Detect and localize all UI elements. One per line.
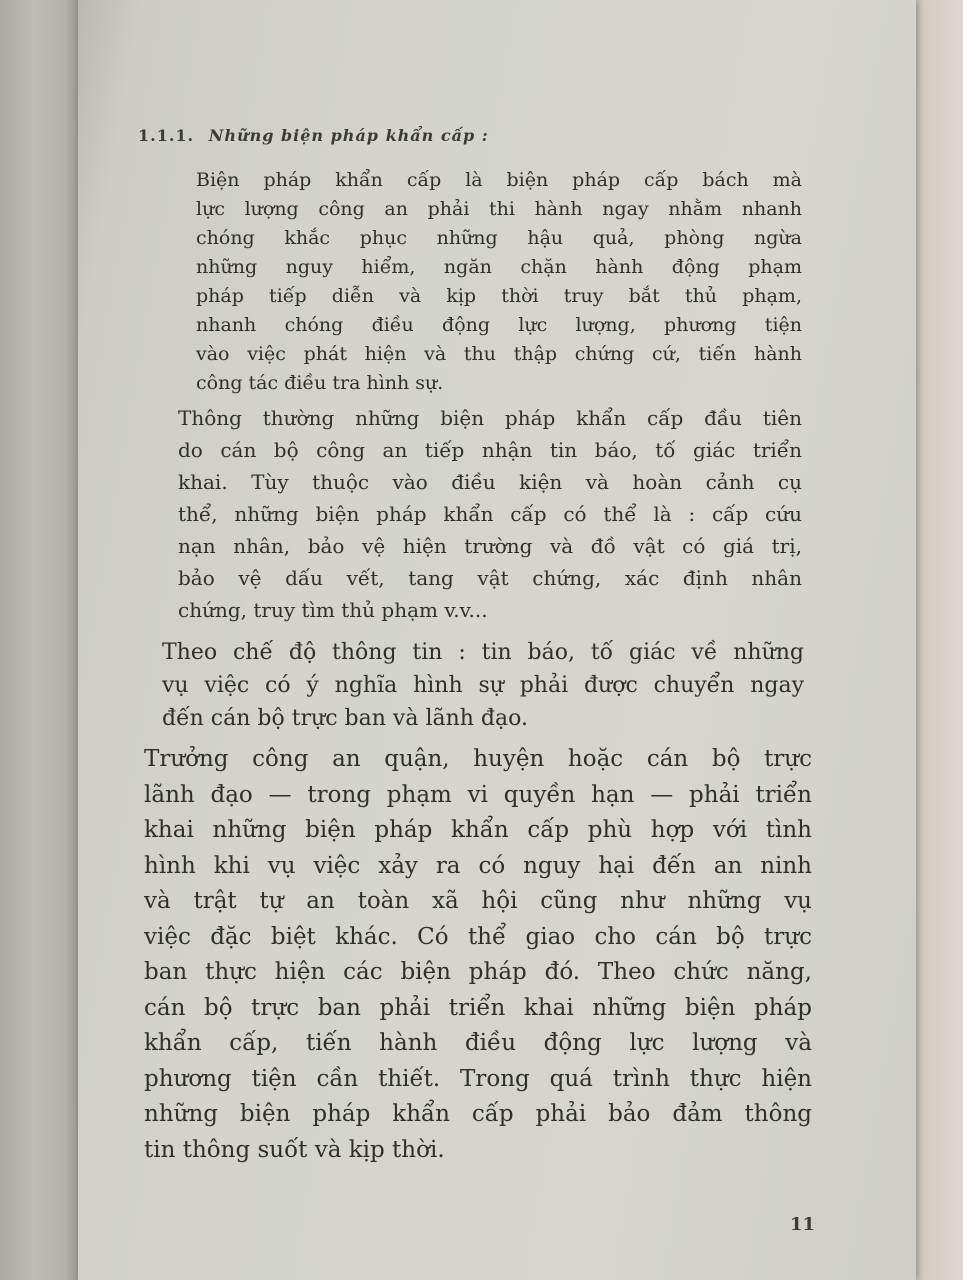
text-line: pháp tiếp diễn và kịp thời truy bắt thủ phạm,	[196, 285, 802, 307]
text-line: Biện pháp khẩn cấp là biện pháp cấp bách mà	[196, 169, 802, 191]
previous-page-edge	[0, 0, 82, 1280]
paragraph	[162, 636, 804, 735]
section-number: 1.1.1.	[138, 126, 195, 145]
text-line: khẩn cấp, tiến hành điều động lực lượng và	[144, 1030, 812, 1056]
text-line: phương tiện cần thiết. Trong quá trình thực hiện	[144, 1065, 812, 1092]
text-line: chứng, truy tìm thủ phạm v.v...	[178, 598, 488, 622]
paragraph	[178, 402, 802, 626]
page-number: 11	[790, 1214, 816, 1235]
text-line: Theo chế độ thông tin : tin báo, tố giác về những	[162, 640, 804, 665]
text-line: việc đặc biệt khác. Có thể giao cho cán bộ trực	[144, 923, 812, 950]
text-line: công tác điều tra hình sự.	[196, 372, 444, 394]
paragraph	[196, 166, 802, 398]
text-line: ban thực hiện các biện pháp đó. Theo chức năng,	[144, 959, 812, 985]
section-heading	[138, 126, 489, 145]
text-line: tin thông suốt và kịp thời.	[144, 1136, 445, 1163]
text-line: cán bộ trực ban phải triển khai những biện pháp	[144, 994, 812, 1021]
text-line: khai những biện pháp khẩn cấp phù hợp với tình	[144, 817, 812, 843]
text-line: lãnh đạo — trong phạm vi quyền hạn — phải triển	[144, 781, 812, 808]
text-line: thể, những biện pháp khẩn cấp có thể là : cấp cứu	[178, 502, 802, 526]
text-line: bảo vệ dấu vết, tang vật chứng, xác định nhân	[178, 566, 802, 590]
text-line: những biện pháp khẩn cấp phải bảo đảm thông	[144, 1101, 812, 1127]
text-line: vào việc phát hiện và thu thập chứng cứ, tiến hành	[196, 343, 802, 365]
text-line: nhanh chóng điều động lực lượng, phương tiện	[196, 314, 802, 336]
text-line: và trật tự an toàn xã hội cũng như những vụ	[144, 888, 812, 914]
text-line: lực lượng công an phải thi hành ngay nhằm nhanh	[196, 198, 802, 220]
text-line: chóng khắc phục những hậu quả, phòng ngừa	[196, 227, 802, 249]
text-line: Trưởng công an quận, huyện hoặc cán bộ trực	[144, 746, 812, 772]
text-line: khai. Tùy thuộc vào điều kiện và hoàn cảnh cụ	[178, 470, 802, 494]
text-line: Thông thường những biện pháp khẩn cấp đầu tiên	[178, 406, 802, 430]
text-line: nạn nhân, bảo vệ hiện trường và đồ vật có giá trị,	[178, 534, 802, 558]
text-line: hình khi vụ việc xảy ra có nguy hại đến an ninh	[144, 852, 812, 879]
text-line: do cán bộ công an tiếp nhận tin báo, tố giác triển	[178, 438, 802, 462]
paragraph	[144, 742, 812, 1168]
text-line: vụ việc có ý nghĩa hình sự phải được chuyển ngay	[162, 673, 804, 698]
section-title: Những biện pháp khẩn cấp :	[208, 126, 489, 145]
text-line: những nguy hiểm, ngăn chặn hành động phạm	[196, 256, 802, 278]
text-line: đến cán bộ trực ban và lãnh đạo.	[162, 706, 528, 731]
